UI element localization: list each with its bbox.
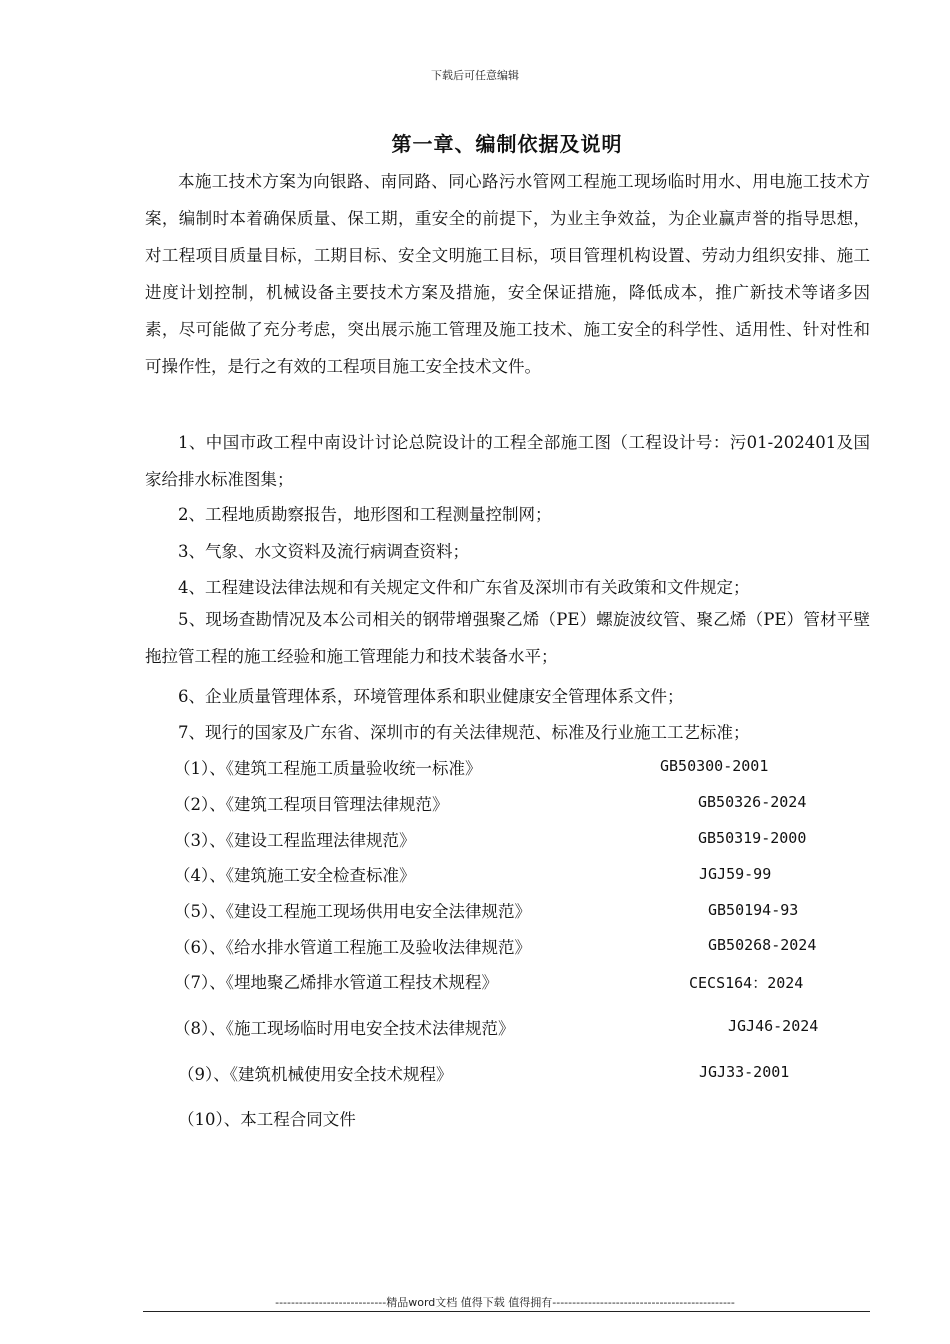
standard-code: JGJ59-99 bbox=[699, 865, 772, 883]
basis-item-5: 5、现场查勘情况及本公司相关的钢带增强聚乙烯（PE）螺旋波纹管、聚乙烯（PE）管材平壁拖拉管工程的施工经验和施工管理能力和技术装备水平； bbox=[145, 610, 870, 666]
basis-item-2: 2、工程地质勘察报告，地形图和工程测量控制网； bbox=[178, 505, 552, 524]
standard-label: （7）、《埋地聚乙烯排水管道工程技术规程》 bbox=[174, 973, 498, 992]
footer-divider bbox=[143, 1311, 870, 1312]
standard-label: （1）、《建筑工程施工质量验收统一标准》 bbox=[174, 759, 482, 778]
standard-label: （10）、本工程合同文件 bbox=[178, 1110, 356, 1129]
standard-label: （3）、《建设工程监理法律规范》 bbox=[174, 831, 416, 850]
basis-item-1: 1、中国市政工程中南设计讨论总院设计的工程全部施工图（工程设计号：污01-202401及国家给排水标准图集； bbox=[145, 433, 870, 489]
chapter-title: 第一章、编制依据及说明 bbox=[391, 132, 623, 156]
standard-label: （4）、《建筑施工安全检查标准》 bbox=[174, 866, 416, 885]
standard-code: CECS164：2024 bbox=[689, 974, 804, 992]
standard-code: GB50326-2024 bbox=[698, 793, 807, 811]
standard-label: （2）、《建筑工程项目管理法律规范》 bbox=[174, 795, 449, 814]
standard-label: （9）、《建筑机械使用安全技术规程》 bbox=[178, 1065, 453, 1084]
standard-label: （5）、《建设工程施工现场供用电安全法律规范》 bbox=[174, 902, 531, 921]
basis-item-3: 3、气象、水文资料及流行病调查资料； bbox=[178, 542, 469, 561]
standard-label: （6）、《给水排水管道工程施工及验收法律规范》 bbox=[174, 938, 531, 957]
intro-paragraph: 本施工技术方案为向银路、南同路、同心路污水管网工程施工现场临时用水、用电施工技术方案，编制时本着确保质量、保工期，重安全的前提下，为业主争效益，为企业赢声誉的指导思想，对工程项目质量目标，工期目标、安全文明施工目标，项目管理机构设置、劳动力组织安排、施工进度计划控制，机械设备主要技术方案及措施，安全保证措施，降低成本，推广新技术等诸多因素，尽可能做了充分考虑，突出展示施工管理及施工技术、施工安全的科学性、适用性、针对性和可操作性，是行之有效的工程项目施工安全技术文件。 bbox=[145, 172, 870, 376]
basis-item-7: 7、现行的国家及广东省、深圳市的有关法律规范、标准及行业施工工艺标准； bbox=[178, 723, 750, 742]
header-note: 下载后可任意编辑 bbox=[431, 69, 519, 82]
standard-code: JGJ33-2001 bbox=[699, 1063, 790, 1081]
standard-label: （8）、《施工现场临时用电安全技术法律规范》 bbox=[174, 1019, 515, 1038]
standard-code: GB50268-2024 bbox=[708, 936, 817, 954]
basis-item-6: 6、企业质量管理体系，环境管理体系和职业健康安全管理体系文件； bbox=[178, 687, 684, 706]
standard-code: GB50300-2001 bbox=[660, 757, 769, 775]
basis-item-4: 4、工程建设法律法规和有关规定文件和广东省及深圳市有关政策和文件规定； bbox=[178, 578, 750, 597]
footer-text: ----------------------------精品word文档 值得下载 值得拥有---------------------------------------------- bbox=[275, 1296, 735, 1309]
standard-code: JGJ46-2024 bbox=[728, 1017, 819, 1035]
standard-code: GB50194-93 bbox=[708, 901, 799, 919]
standard-code: GB50319-2000 bbox=[698, 829, 807, 847]
